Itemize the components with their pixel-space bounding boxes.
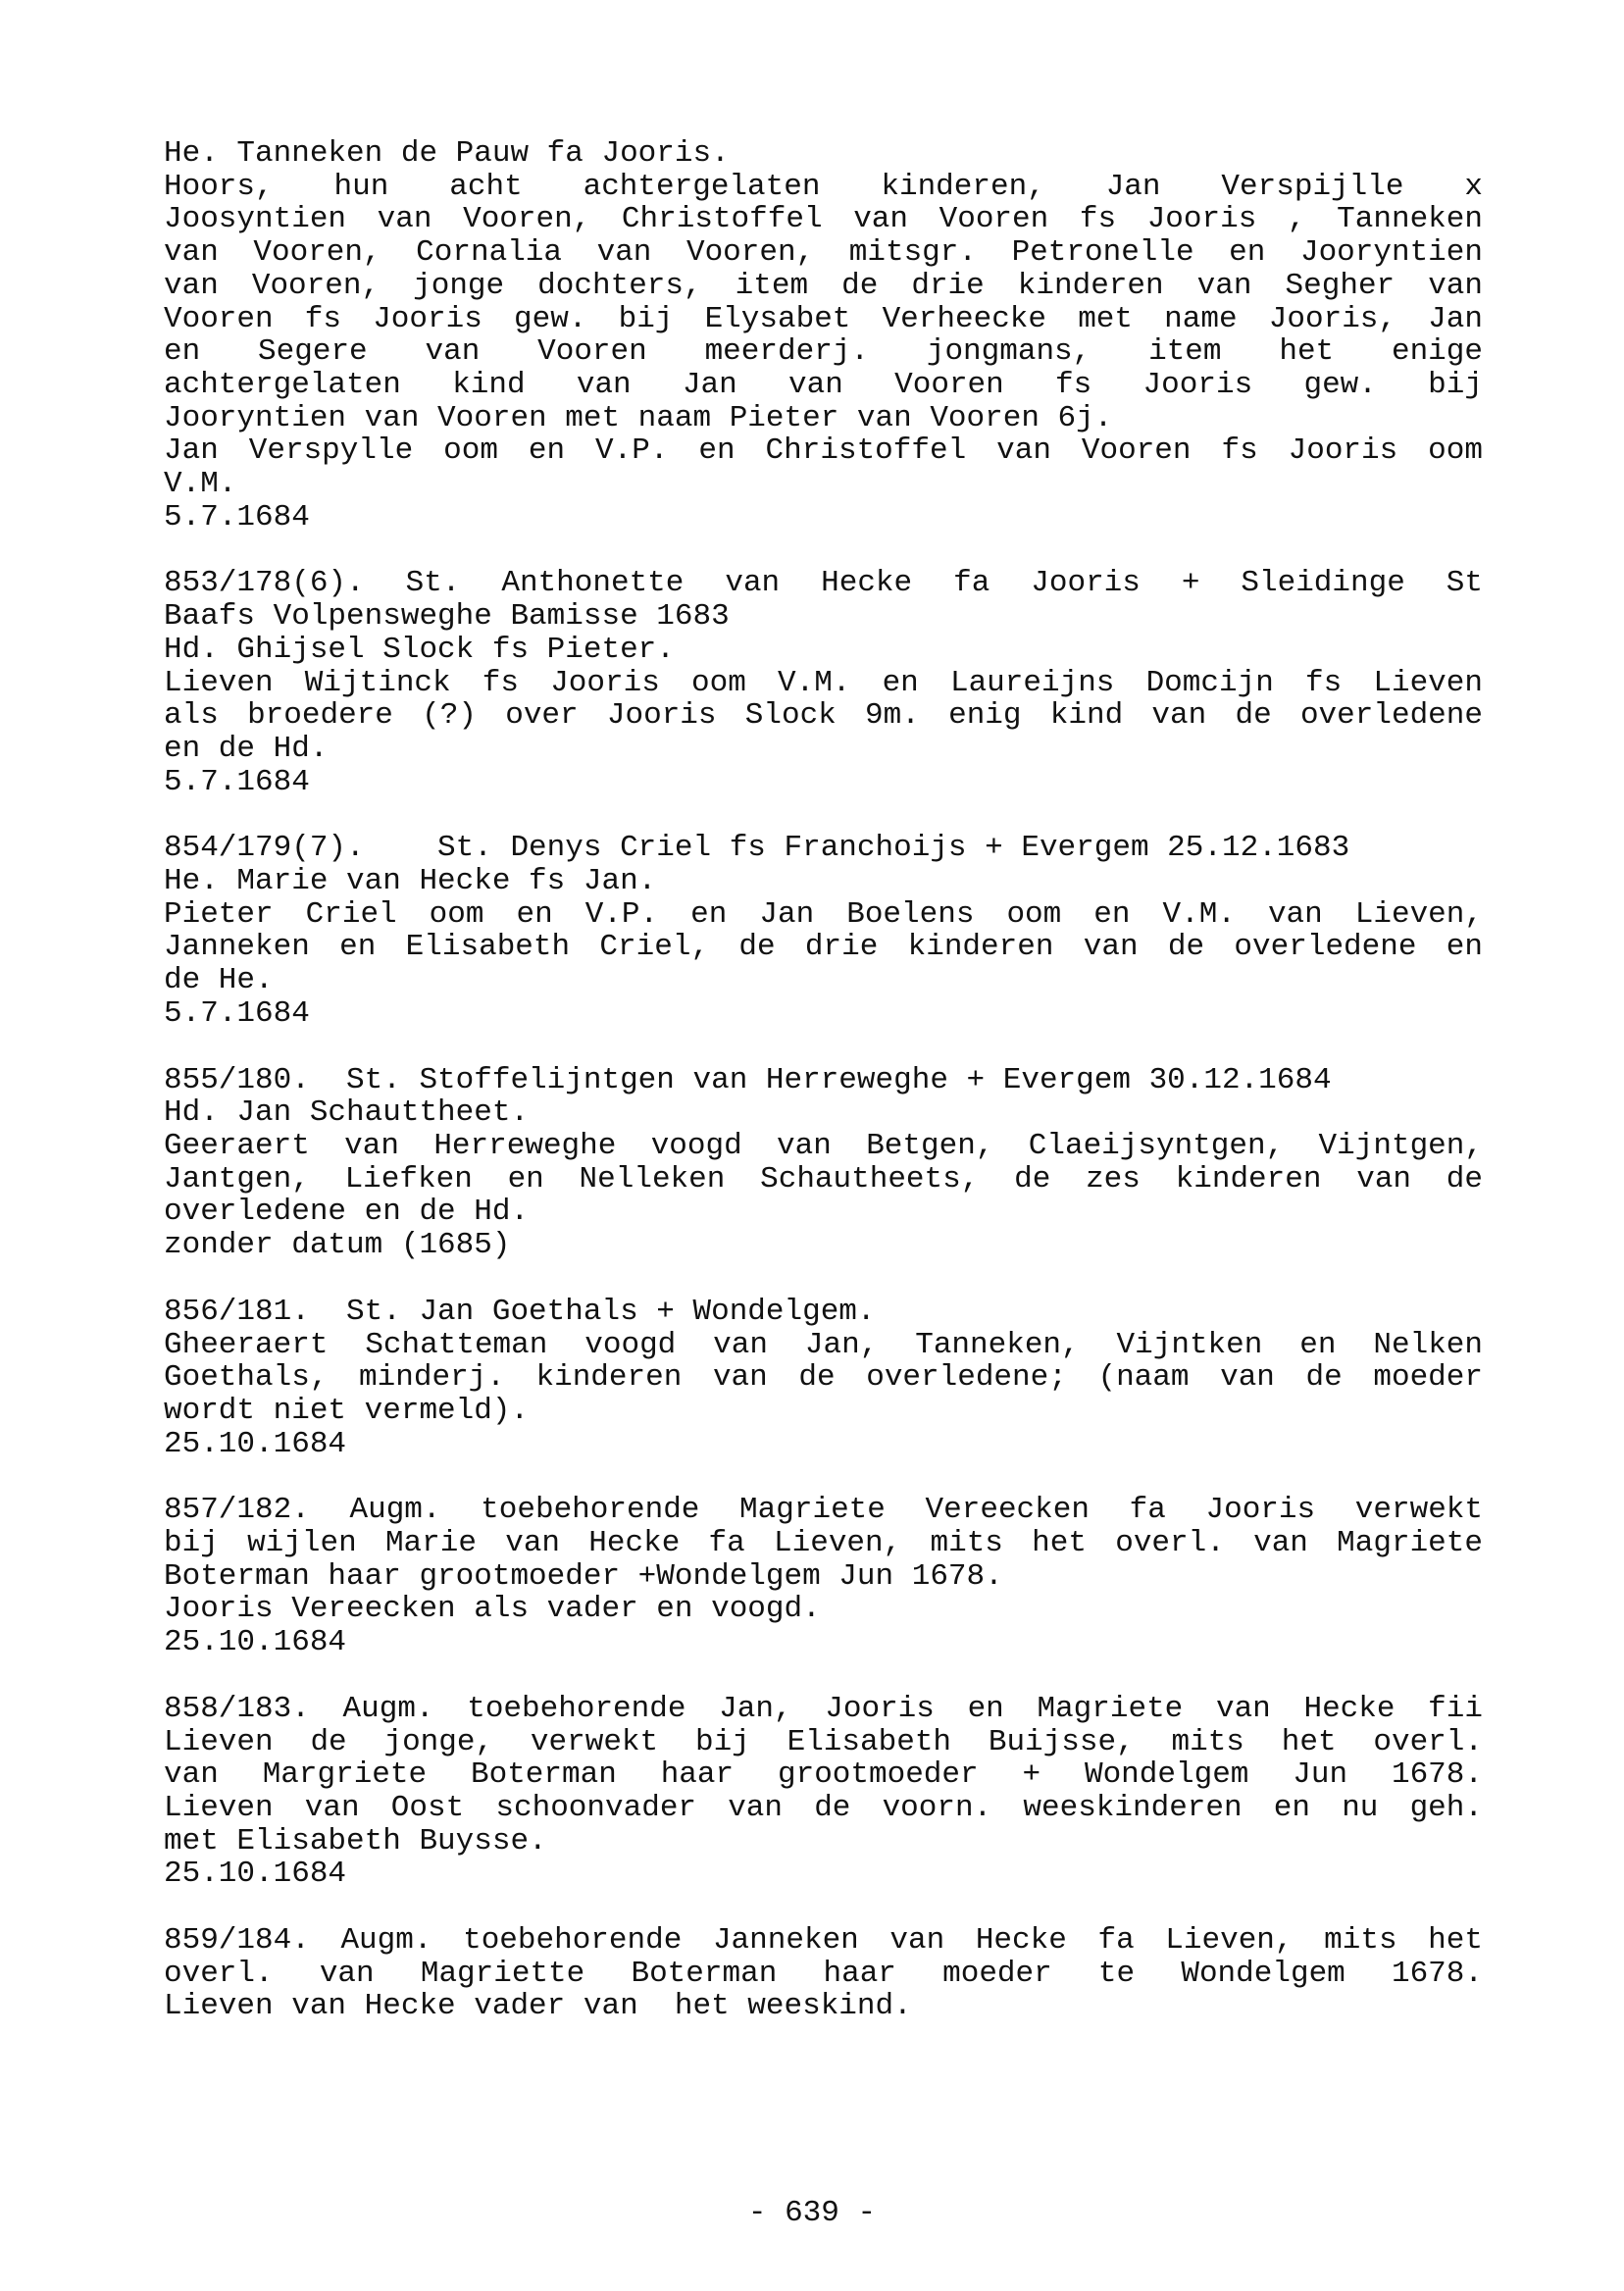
document-entry [164,1494,1483,1659]
document-body [164,137,1483,2057]
text-line: en de Hd. [164,731,329,766]
text-line: Lieven van Hecke vader van het weeskind. [164,1989,912,2024]
text-line: van Vooren, jonge dochters, item de drie kinderen van Segher van [164,268,1483,303]
text-line: Baafs Volpensweghe Bamisse 1683 [164,599,730,635]
text-line: He. Marie van Hecke fs Jan. [164,864,657,899]
text-line: Jooris Vereecken als vader en voogd. [164,1592,821,1627]
text-line: Hd. Jan Schauttheet. [164,1095,530,1131]
text-line: Gheeraert Schatteman voogd van Jan, Tanneken, Vijntken en Nelken [164,1327,1483,1362]
document-entry [164,567,1483,798]
text-line: 5.7.1684 [164,499,310,535]
text-line: Joosyntien van Vooren, Christoffel van Vooren fs Jooris , Tanneken [164,202,1483,237]
text-line: 5.7.1684 [164,995,310,1031]
text-line: Goethals, minderj. kinderen van de overledene; (naam van de moeder [164,1360,1483,1396]
text-line: V.M. [164,467,237,502]
text-line: 853/178(6). St. Anthonette van Hecke fa Jooris + Sleidinge St [164,566,1483,601]
text-line: Jooryntien van Vooren met naam Pieter van Vooren 6j. [164,400,1113,435]
text-line: bij wijlen Marie van Hecke fa Lieven, mits het overl. van Magriete [164,1526,1483,1561]
document-entry [164,1924,1483,2023]
text-line: 858/183. Augm. toebehorende Jan, Jooris en Magriete van Hecke fii [164,1691,1483,1726]
text-line: zonder datum (1685) [164,1228,511,1263]
text-line: 5.7.1684 [164,764,310,799]
text-line: Boterman haar grootmoeder +Wondelgem Jun 1678. [164,1558,1003,1594]
text-line: 854/179(7). St. Denys Criel fs Franchoijs + Evergem 25.12.1683 [164,831,1350,866]
text-line: Janneken en Elisabeth Criel, de drie kinderen van de overledene en [164,930,1483,965]
text-line: 25.10.1684 [164,1857,347,1892]
text-line: de He. [164,963,274,998]
text-line: Lieven de jonge, verwekt bij Elisabeth Buijsse, mits het overl. [164,1724,1483,1759]
text-line: 857/182. Augm. toebehorende Magriete Vereecken fa Jooris verwekt [164,1493,1483,1528]
text-line: 859/184. Augm. toebehorende Janneken van Hecke fa Lieven, mits het [164,1923,1483,1959]
document-entry [164,1064,1483,1262]
text-line: Jan Verspylle oom en V.P. en Christoffel van Vooren fs Jooris oom [164,433,1483,469]
text-line: 856/181. St. Jan Goethals + Wondelgem. [164,1294,876,1329]
text-line: Hd. Ghijsel Slock fs Pieter. [164,632,675,667]
text-line: overl. van Magriette Boterman haar moeder te Wondelgem 1678. [164,1956,1483,1991]
document-entry [164,1296,1483,1461]
text-line: Hoors, hun acht achtergelaten kinderen, Jan Verspijlle x [164,169,1483,204]
text-line: Lieven Wijtinck fs Jooris oom V.M. en Laureijns Domcijn fs Lieven [164,665,1483,700]
document-entry [164,137,1483,534]
text-line: 25.10.1684 [164,1625,347,1660]
document-entry [164,832,1483,1030]
text-line: met Elisabeth Buysse. [164,1823,547,1858]
text-line: wordt niet vermeld). [164,1393,530,1428]
text-line: achtergelaten kind van Jan van Vooren fs Jooris gew. bij [164,367,1483,402]
text-line: overledene en de Hd. [164,1195,530,1230]
text-line: Lieven van Oost schoonvader van de voorn. weeskinderen en nu geh. [164,1790,1483,1825]
text-line: Jantgen, Liefken en Nelleken Schautheets, de zes kinderen van de [164,1161,1483,1196]
text-line: en Segere van Vooren meerderj. jongmans, item het enige [164,334,1483,370]
text-line: He. Tanneken de Pauw fa Jooris. [164,136,730,171]
text-line: Geeraert van Herreweghe voogd van Betgen, Claeijsyntgen, Vijntgen, [164,1128,1483,1163]
document-entry [164,1693,1483,1891]
text-line: van Vooren, Cornalia van Vooren, mitsgr. Petronelle en Jooryntien [164,235,1483,271]
text-line: van Margriete Boterman haar grootmoeder + Wondelgem Jun 1678. [164,1757,1483,1793]
page-number: - 639 - [747,2196,877,2230]
text-line: Vooren fs Jooris gew. bij Elysabet Verheecke met name Jooris, Jan [164,301,1483,336]
text-line: Pieter Criel oom en V.P. en Jan Boelens oom en V.M. van Lieven, [164,896,1483,932]
text-line: 855/180. St. Stoffelijntgen van Herreweghe + Evergem 30.12.1684 [164,1062,1332,1097]
text-line: als broedere (?) over Jooris Slock 9m. enig kind van de overledene [164,698,1483,734]
text-line: 25.10.1684 [164,1426,347,1461]
